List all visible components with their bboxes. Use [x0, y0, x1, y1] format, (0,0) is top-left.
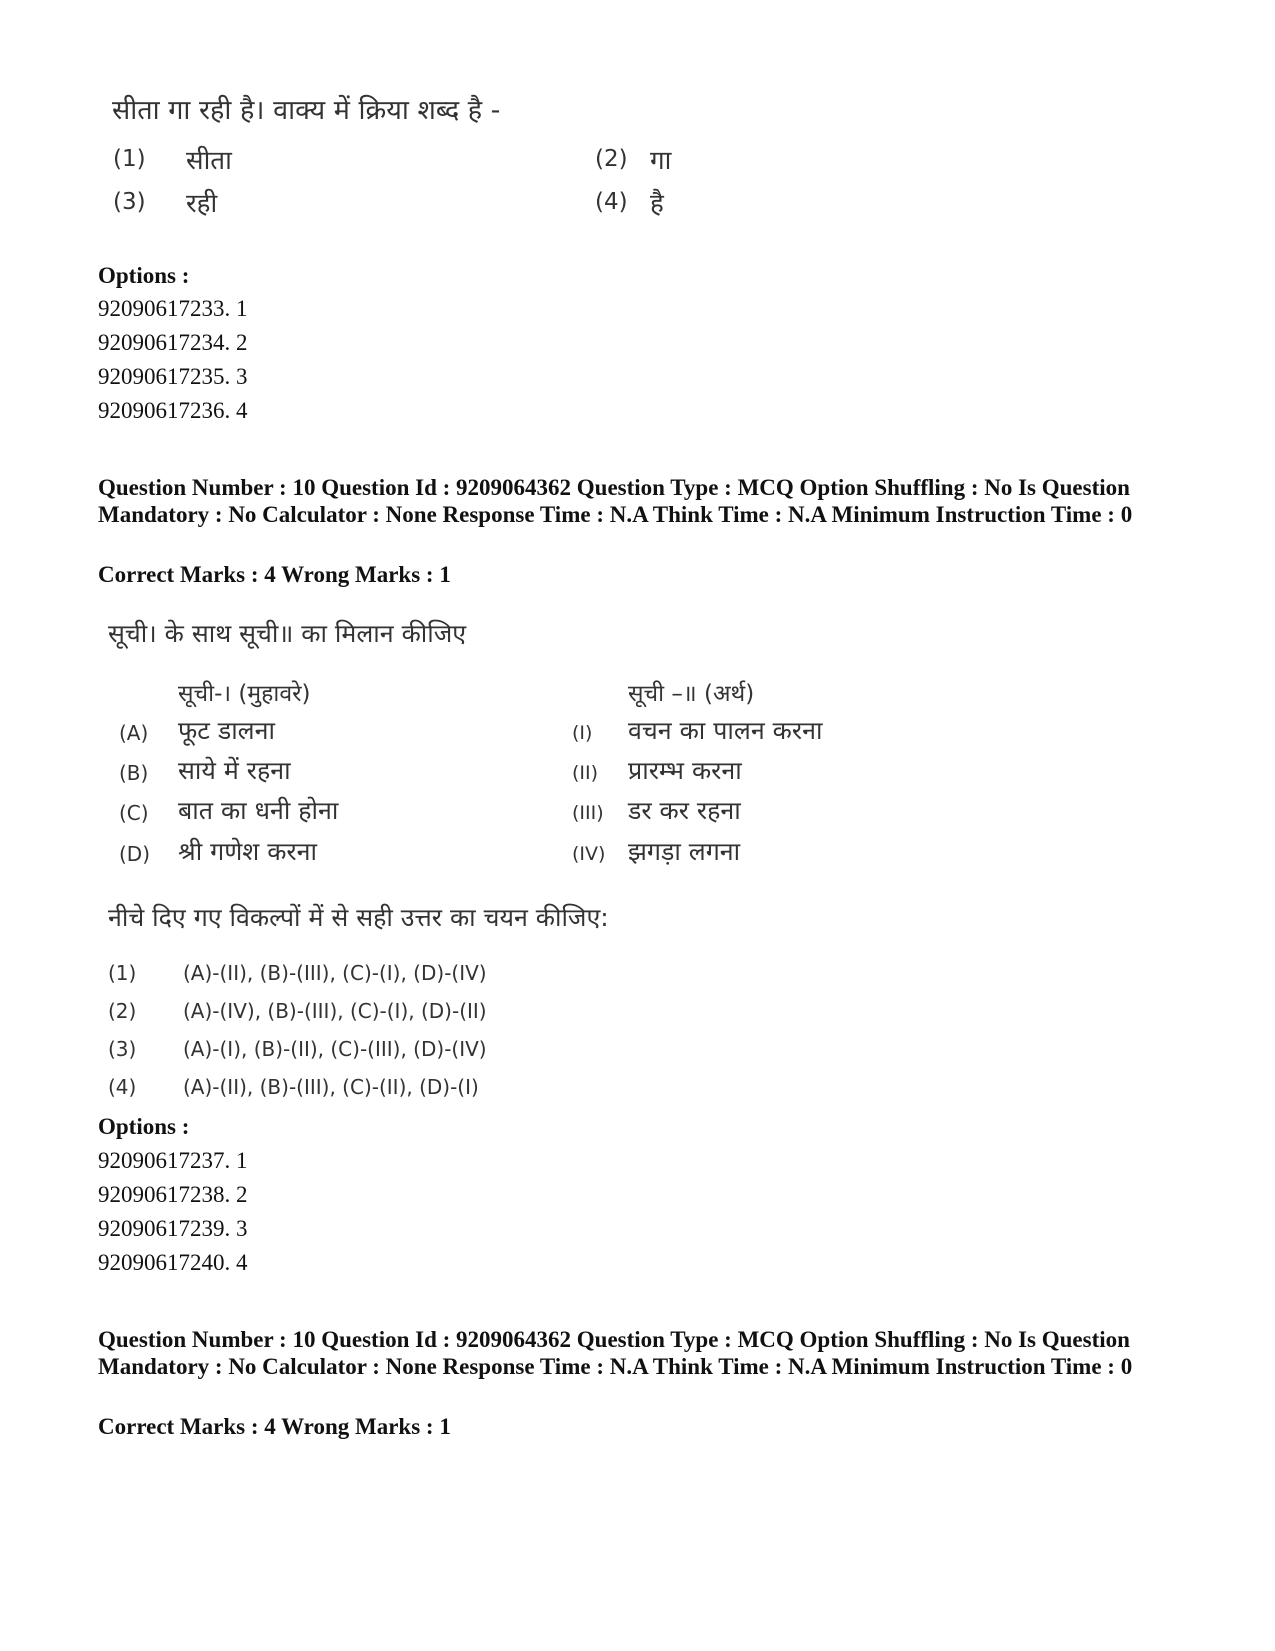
answer-text: (A)-(IV), (B)-(III), (C)-(I), (D)-(II) [183, 999, 487, 1023]
choice-text: है [650, 189, 664, 219]
row-meaning: प्रारम्भ करना [628, 756, 742, 785]
answer-text: (A)-(I), (B)-(II), (C)-(III), (D)-(IV) [183, 1037, 487, 1061]
choice-text: गा [650, 146, 672, 176]
row-meaning: झगड़ा लगना [628, 837, 741, 866]
option-line: 92090617240. 4 [98, 1250, 248, 1275]
row-letter: (C) [119, 801, 149, 825]
option-line: 92090617238. 2 [98, 1182, 248, 1207]
option-line: 92090617236. 4 [98, 398, 248, 423]
option-line: 92090617234. 2 [98, 330, 248, 355]
options-label: Options : [98, 263, 190, 288]
match-title: सूची। के साथ सूची॥ का मिलान कीजिए [108, 619, 467, 648]
row-item: श्री गणेश करना [178, 837, 317, 866]
row-roman: (IV) [572, 843, 606, 865]
options-label: Options : [98, 1114, 190, 1139]
question-text: सीता गा रही है। वाक्य में क्रिया शब्द है - [112, 95, 501, 126]
row-item: बात का धनी होना [178, 796, 339, 825]
question-meta: Question Number : 10 Question Id : 9209064362 Question Type : MCQ Option Shuffling : No Is Question Mandatory : No Calculator : None Response Time : N.A Think Time : N.A Minimum Instruction Time : 0 [98, 1327, 1133, 1379]
row-letter: (D) [119, 842, 151, 866]
row-letter: (B) [119, 761, 149, 785]
row-meaning: डर कर रहना [628, 796, 741, 825]
choice-number: (4) [595, 189, 628, 215]
answer-number: (1) [108, 961, 137, 985]
row-item: फूट डालना [178, 716, 275, 745]
answer-number: (2) [108, 999, 137, 1023]
question-meta: Question Number : 10 Question Id : 9209064362 Question Type : MCQ Option Shuffling : No Is Question Mandatory : No Calculator : None Response Time : N.A Think Time : N.A Minimum Instruction Time : 0 [98, 475, 1133, 527]
row-roman: (II) [572, 762, 599, 784]
option-line: 92090617239. 3 [98, 1216, 248, 1241]
answer-text: (A)-(II), (B)-(III), (C)-(II), (D)-(I) [183, 1075, 479, 1099]
option-line: 92090617237. 1 [98, 1148, 248, 1173]
answer-number: (3) [108, 1037, 137, 1061]
choice-number: (3) [113, 189, 146, 215]
choice-text: सीता [186, 146, 232, 176]
row-item: साये में रहना [178, 756, 291, 785]
list2-header: सूची –॥ (अर्थ) [628, 681, 755, 707]
marks-line: Correct Marks : 4 Wrong Marks : 1 [98, 562, 451, 587]
choice-number: (1) [113, 146, 146, 172]
answer-number: (4) [108, 1075, 137, 1099]
row-meaning: वचन का पालन करना [628, 716, 823, 745]
row-letter: (A) [119, 721, 149, 745]
answer-text: (A)-(II), (B)-(III), (C)-(I), (D)-(IV) [183, 961, 487, 985]
choice-text: रही [186, 189, 218, 219]
choice-number: (2) [595, 146, 628, 172]
option-line: 92090617233. 1 [98, 296, 248, 321]
marks-line: Correct Marks : 4 Wrong Marks : 1 [98, 1414, 451, 1439]
instruction-text: नीचे दिए गए विकल्पों में से सही उत्तर का चयन कीजिए: [108, 903, 609, 932]
option-line: 92090617235. 3 [98, 364, 248, 389]
row-roman: (III) [572, 802, 604, 824]
row-roman: (I) [572, 722, 593, 744]
list1-header: सूची-। (मुहावरे) [178, 681, 311, 707]
